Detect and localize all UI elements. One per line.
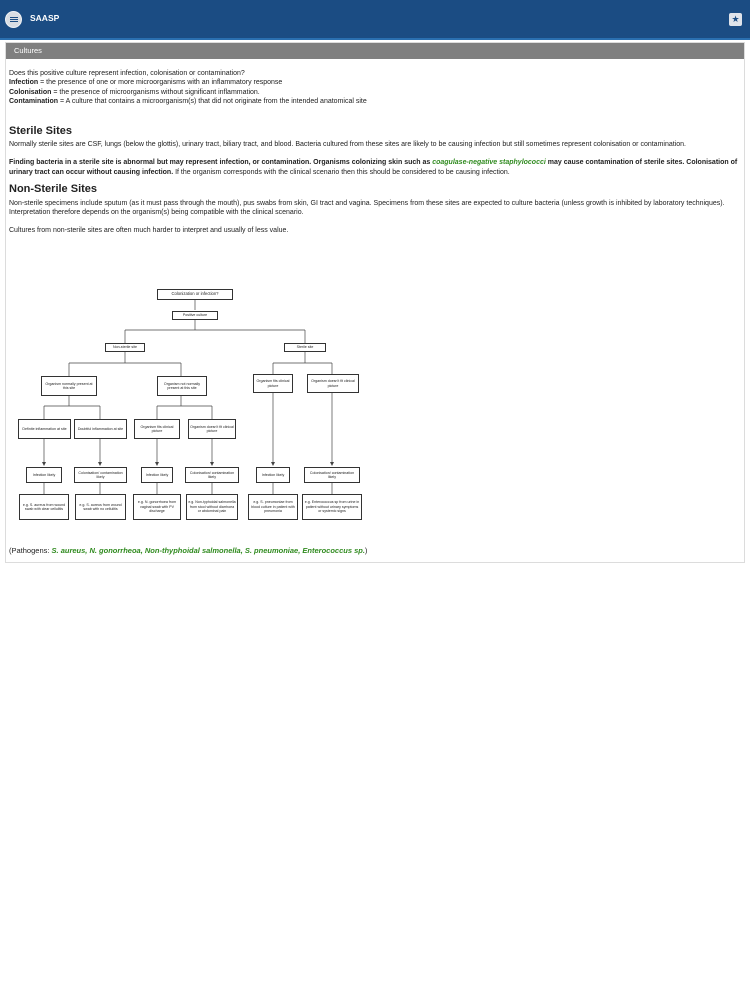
flow-example-5: e.g. S. pneumoniae from blood culture in patient with pneumonia <box>248 494 298 520</box>
def-contamination: Contamination = A culture that contains a microorganism(s) that did not originate from the intended anatomical site <box>9 98 367 106</box>
menu-icon[interactable] <box>5 11 22 28</box>
flow-org-normal: Organism normally present at this site <box>41 376 97 396</box>
flow-org-fits-nonsterile: Organism fits clinical picture <box>134 419 180 439</box>
nonsterile-heading: Non-Sterile Sites <box>9 183 98 196</box>
sterile-paragraph-1: Normally sterile sites are CSF, lungs (below the glottis), urinary tract, biliary tract, and blood. Bacteria cultured from these sites are likely to be causing infection but still sometimes represent colonisation or contamination. <box>9 141 686 149</box>
flow-outcome-5: Infection likely <box>256 467 290 483</box>
flow-example-2: e.g. S. aureus from wound swab with no cellulitis <box>75 494 126 520</box>
pathogens-line: (Pathogens: S. aureus, N. gonorrheoa, Non-thyphoidal salmonella, S. pneumoniae, Enterococcus sp.) <box>9 546 368 555</box>
cons-link[interactable]: coagulase-negative staphylococci <box>432 159 546 167</box>
sterile-paragraph-2: Finding bacteria in a sterile site is abnormal but may represent infection, or contamination. Organisms colonizing skin such as coagulase-negative staphylococci may cause contamination of sterile sites. Colonisation of urinary tract can occur without causing infection. If the organism corresponds with the clinical scenario then this should be considered to be causing infection. <box>9 159 738 176</box>
flow-definite-inflammation: Definite inflammation at site <box>18 419 71 439</box>
def-infection: Infection = the presence of one or more microorganisms with an inflammatory response <box>9 79 283 87</box>
flow-example-4: e.g. Non-typhoidal salmonella from stool without diarrhoea or abdominal pain <box>186 494 238 520</box>
flow-root: Colonization or infection? <box>157 289 233 300</box>
pathogens-list[interactable]: S. aureus, N. gonorrheoa, Non-thyphoidal salmonella, S. pneumoniae, Enterococcus sp. <box>51 546 365 555</box>
section-title: Cultures <box>6 43 744 59</box>
flow-outcome-3: Infection likely <box>141 467 173 483</box>
flow-positive-culture: Positive culture <box>172 311 218 320</box>
flow-org-not-normal: Organism not normally present at this site <box>157 376 207 396</box>
app-title: SAASP <box>30 13 60 23</box>
flow-outcome-2: Colonisation/ contamination likely <box>74 467 127 483</box>
nonsterile-paragraph-1: Non-sterile specimens include sputum (as it must pass through the mouth), pus swabs from skin, GI tract and vagina. Specimens from these sites are expected to culture bacteria (unless growth is inhibited by laboratory techniques). Interpretation therefore depends on the organism(s) being compatible with the clinical scenario. <box>9 199 725 217</box>
def-colonisation: Colonisation = the presence of microorganisms without significant inflammation. <box>9 88 260 96</box>
nonsterile-paragraph-2: Cultures from non-sterile sites are often much harder to interpret and usually of less value. <box>9 227 289 235</box>
intro-question: Does this positive culture represent infection, colonisation or contamination? <box>9 70 245 77</box>
app-bar <box>0 0 750 40</box>
flow-outcome-4: Colonisation/ contamination likely <box>185 467 239 483</box>
star-icon[interactable]: ★ <box>729 13 742 26</box>
flow-example-1: e.g. S. aureus from wound swab with clear cellulitis <box>19 494 69 520</box>
article-body <box>6 59 744 236</box>
flow-non-sterile-site: Non-sterile site <box>105 343 145 352</box>
flow-outcome-6: Colonisation/ contamination likely <box>304 467 360 483</box>
flow-sterile-site: Sterile site <box>284 343 326 352</box>
flow-org-not-fit-nonsterile: Organism doesn't fit clinical picture <box>188 419 236 439</box>
flow-example-3: e.g. N. gonorrhoea from vaginal swab with PV discharge <box>133 494 181 520</box>
flow-org-not-fit-sterile: Organism doesn't fit clinical picture <box>307 374 359 393</box>
flow-doubtful-inflammation: Doubtful inflammation at site <box>74 419 127 439</box>
flow-org-fits-sterile: Organism fits clinical picture <box>253 374 293 393</box>
sterile-heading: Sterile Sites <box>9 124 72 137</box>
flow-example-6: e.g. Enterococcus sp from urine in patient without urinary symptoms or systemic signs <box>302 494 362 520</box>
flow-outcome-1: Infection likely <box>26 467 62 483</box>
content-card <box>5 42 745 563</box>
